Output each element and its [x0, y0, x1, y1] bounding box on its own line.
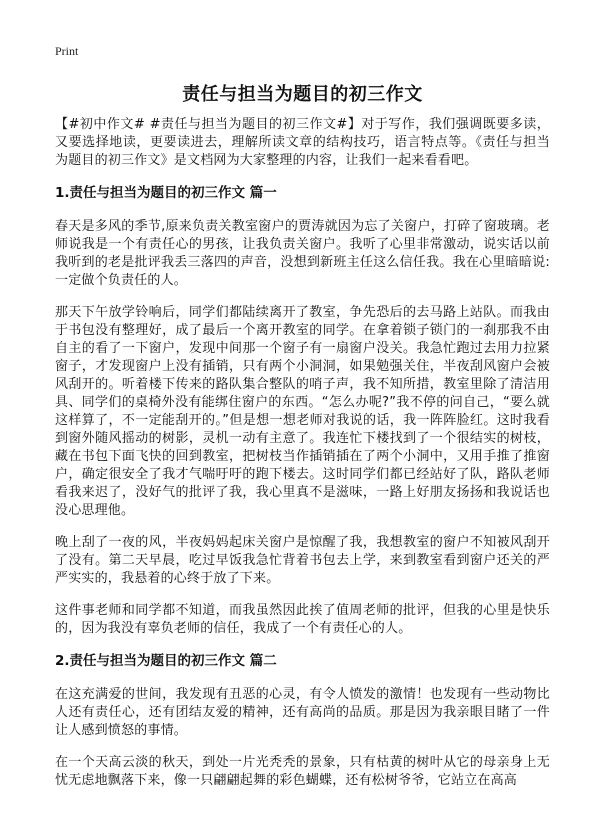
paragraph: 春天是多风的季节,原来负责关教室窗户的贾涛就因为忘了关窗户，打碎了窗玻璃。老师说我是一个有责任心的男孩，让我负责关窗户。我听了心里非常激动，说实话以前我听到的老是批评我丢三落四的声音，没想到新班主任这么信任我。我在心里暗暗说:一定做个负责任的人。	[55, 219, 550, 288]
page-title: 责任与担当为题目的初三作文	[182, 84, 423, 105]
section-heading-2: 2.责任与担当为题目的初三作文 篇二	[55, 653, 277, 669]
paragraph: 晚上刮了一夜的风，半夜妈妈起床关窗户是惊醒了我，我想教室的窗户不知被风刮开了没有。第二天早晨，吃过早饭我急忙背着书包去上学，来到教室看到窗户还关的严严实实的，我悬着的心终于放了下来。	[55, 535, 550, 586]
paragraph: 那天下午放学铃响后，同学们都陆续离开了教室，争先恐后的去马路上站队。而我由于书包没有整理好，成了最后一个离开教室的同学。在拿着锁子锁门的一刹那我不由自主的看了一下窗户，发现中间那一个窗子有一扇窗户没关。我急忙跑过去用力拉紧窗子，才发现窗户上没有插销，只有两个小洞洞，如果勉强关住，半夜刮风窗户会被风刮开的。听着楼下传来的路队集合整队的哨子声，我不知所措，教室里除了清洁用具、同学们的桌椅外没有能绑住窗户的东西。“怎么办呢?”我不停的问自己，“要么就这样算了，不一定能刮开的。”但是想一想老师对我说的话，我一阵阵脸红。这时我看到窗外随风摇动的树影，灵机一动有主意了。我连忙下楼找到了一个很结实的树枝，藏在书包下面飞快的回到教室，把树枝当作插销插在了两个小洞中，又用手推了推窗户，确定很安全了我才气喘吁吁的跑下楼去。这时同学们都已经站好了队，路队老师看我来迟了，没好气的批评了我，我心里真不是滋味，一路上好朋友扬扬和我说话也没心思理他。	[55, 305, 550, 518]
paragraph: 在一个天高云淡的秋天，到处一片光秃秃的景象，只有枯黄的树叶从它的母亲身上无忧无虑地飘落下来，像一只翩翩起舞的彩色蝴蝶，还有松树爷爷，它站立在高高	[55, 755, 550, 788]
paragraph: 在这充满爱的世间，我发现有丑恶的心灵，有令人愤发的激情！也发现有一些动物比人还有责任心，还有团结友爱的精神，还有高尚的品质。那是因为我亲眼目睹了一件让人感到愤怒的事情。	[55, 687, 550, 738]
section-heading-1: 1.责任与担当为题目的初三作文 篇一	[55, 185, 277, 201]
intro-paragraph: 【#初中作文# #责任与担当为题目的初三作文#】对于写作，我们强调既要多读，又要选择地读，更要读进去，理解所读文章的结构技巧，语言特点等。《责任与担当为题目的初三作文》是文档网为大家整理的内容，让我们一起来看看吧。	[55, 117, 550, 168]
print-label[interactable]: Print	[55, 44, 79, 58]
paragraph: 这件事老师和同学都不知道，而我虽然因此挨了值周老师的批评，但我的心里是快乐的，因为我没有辜负老师的信任，我成了一个有责任心的人。	[55, 603, 550, 636]
article-body	[55, 116, 550, 804]
